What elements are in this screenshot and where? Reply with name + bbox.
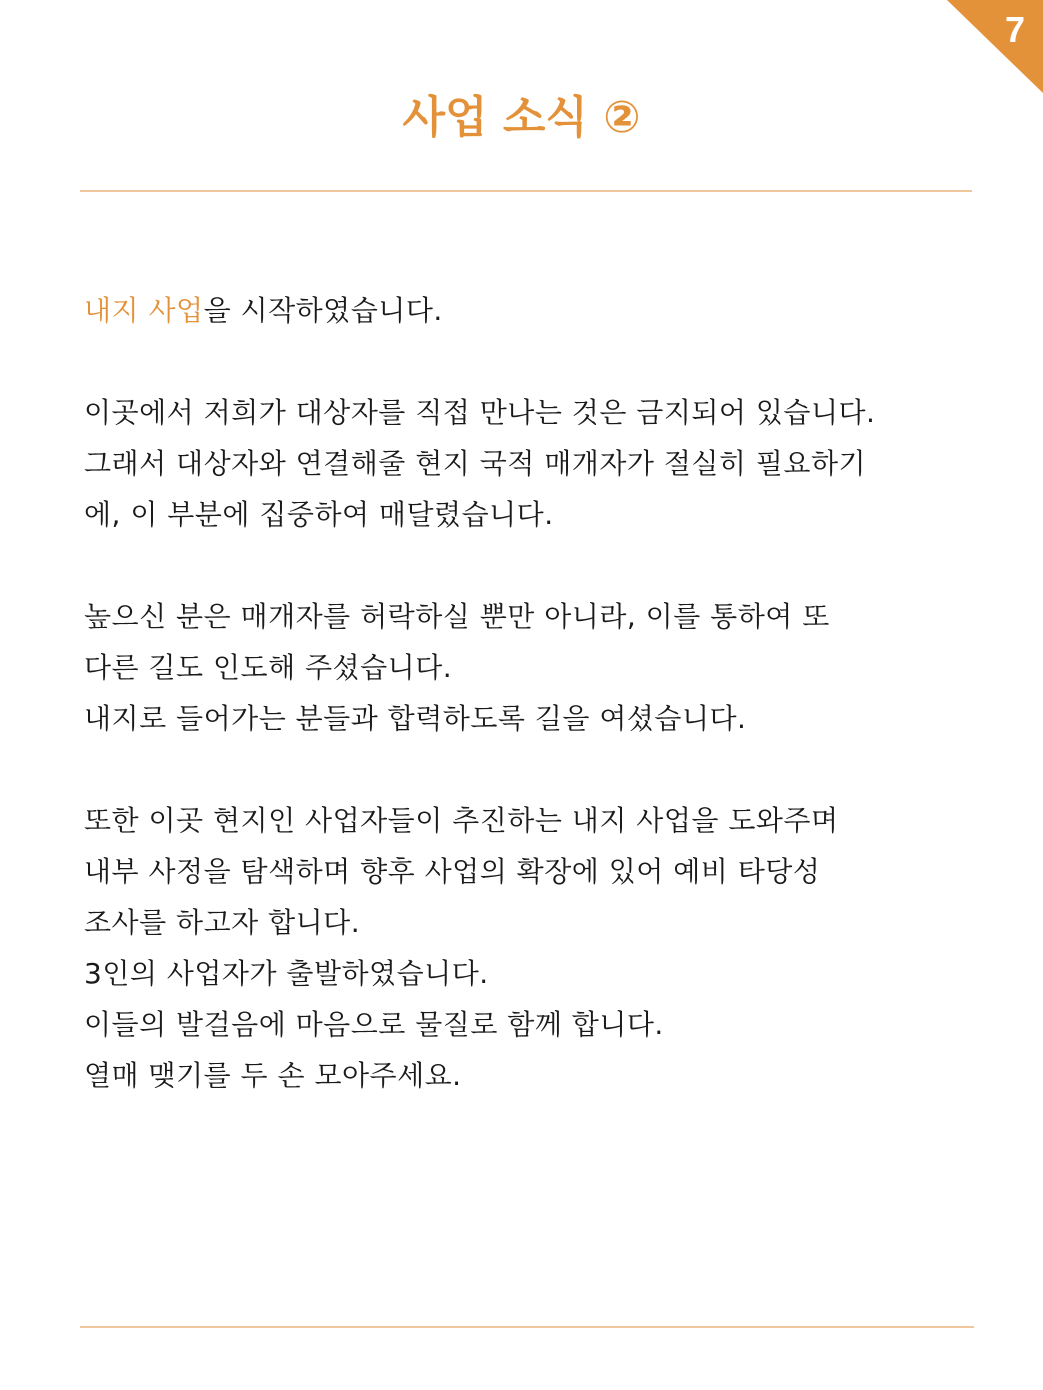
footer-divider <box>80 1326 974 1328</box>
paragraph-3-line-4: 3인의 사업자가 출발하였습니다. <box>84 957 489 990</box>
intro-line <box>84 285 984 336</box>
page-title: 사업 소식 ② <box>402 92 641 143</box>
intro-text: 을 시작하였습니다. <box>203 294 443 327</box>
paragraph-3-line-3: 조사를 하고자 합니다. <box>84 906 361 939</box>
paragraph-3-line-2: 내부 사정을 탐색하며 향후 사업의 확장에 있어 예비 타당성 <box>84 855 821 888</box>
paragraph-2-line-1: 높으신 분은 매개자를 허락하실 뿐만 아니라, 이를 통하여 또 <box>84 600 830 633</box>
article-body <box>84 285 984 1101</box>
paragraph-2-line-3: 내지로 들어가는 분들과 합력하도록 길을 여셨습니다. <box>84 702 747 735</box>
paragraph-1-line-3: 에, 이 부분에 집중하여 매달렸습니다. <box>84 498 554 531</box>
title-divider <box>80 190 972 192</box>
page-number: 7 <box>1004 9 1025 50</box>
paragraph-3-line-6: 열매 맺기를 두 손 모아주세요. <box>84 1059 462 1092</box>
paragraph-3-line-5: 이들의 발걸음에 마음으로 물질로 함께 합니다. <box>84 1008 664 1041</box>
paragraph-1-line-2: 그래서 대상자와 연결해줄 현지 국적 매개자가 절실히 필요하기 <box>84 447 867 480</box>
page-corner-tab <box>947 0 1043 93</box>
intro-highlight: 내지 사업 <box>84 294 204 327</box>
paragraph-2-line-2: 다른 길도 인도해 주셨습니다. <box>84 651 453 684</box>
paragraph-3-line-1: 또한 이곳 현지인 사업자들이 추진하는 내지 사업을 도와주며 <box>84 804 839 837</box>
paragraph-1-line-1: 이곳에서 저희가 대상자를 직접 만나는 것은 금지되어 있습니다. <box>84 396 876 429</box>
